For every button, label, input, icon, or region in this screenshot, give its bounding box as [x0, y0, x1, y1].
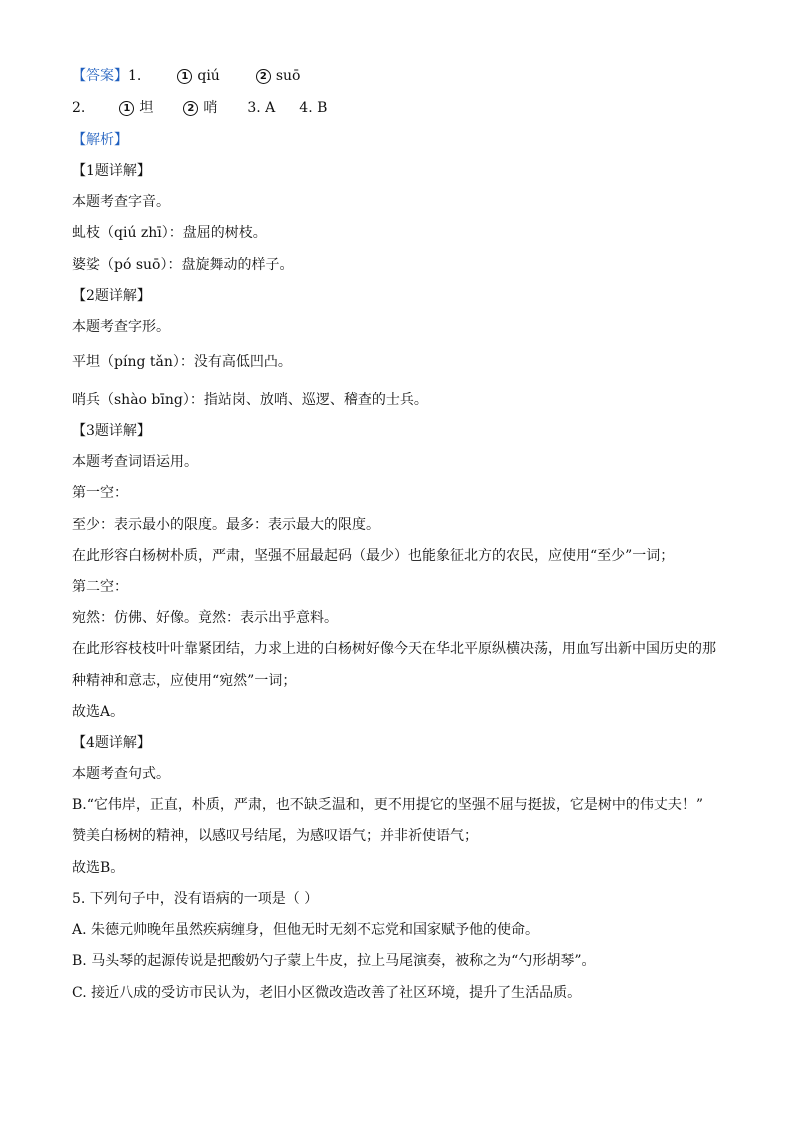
q3-blank-1-definition: 至少：表示最小的限度。最多：表示最大的限度。	[72, 517, 380, 533]
q3-blank-1: 第一空：	[72, 485, 128, 501]
q4-heading: 【4题详解】	[72, 735, 151, 751]
q1-intro: 本题考查字音。	[72, 194, 170, 210]
answer-q2-b: 哨	[203, 100, 218, 116]
answer-q1-b: suō	[275, 68, 301, 84]
q3-blank-2-explanation-1: 在此形容枝枝叶叶靠紧团结，力求上进的白杨树好像今天在华北平原纵横决荡，用血写出新中国历史的那	[72, 641, 716, 657]
circled-number-2-icon: 2	[256, 69, 271, 84]
circled-number-1-icon: 1	[177, 69, 192, 84]
q2-line-1: 平坦（píng tǎn）：没有高低凹凸。	[72, 354, 292, 370]
q2-intro: 本题考查字形。	[72, 319, 170, 335]
q1-line-2: 婆娑（pó suō）：盘旋舞动的样子。	[72, 257, 294, 273]
answer-line-1	[72, 66, 300, 86]
q3-blank-2: 第二空：	[72, 579, 128, 595]
circled-number-2-icon: 2	[183, 101, 198, 116]
q2-line-2: 哨兵（shào bīng）：指站岗、放哨、巡逻、稽查的士兵。	[72, 392, 428, 408]
q3-heading: 【3题详解】	[72, 423, 151, 439]
q5-option-c: C. 接近八成的受访市民认为，老旧小区微改造改善了社区环境，提升了生活品质。	[72, 985, 582, 1001]
answer-q2-number: 2.	[72, 100, 86, 116]
answer-label: 【答案】	[72, 68, 128, 84]
answer-q1-a: qiú	[197, 68, 220, 84]
q3-blank-2-explanation-2: 种精神和意志，应使用“宛然”一词；	[72, 673, 297, 689]
q5-stem: 5. 下列句子中，没有语病的一项是（ ）	[72, 891, 319, 907]
q5-option-b: B. 马头琴的起源传说是把酸奶勺子蒙上牛皮，拉上马尾演奏，被称之为“勺形胡琴”。	[72, 953, 596, 969]
answer-q3: 3. A	[247, 100, 276, 116]
q4-line-2: 赞美白杨树的精神，以感叹号结尾，为感叹语气；并非祈使语气；	[72, 828, 478, 844]
q4-line-1: B.“它伟岸，正直，朴质，严肃，也不缺乏温和，更不用提它的坚强不屈与挺拔，它是树中的伟丈夫！”	[72, 797, 704, 813]
q2-heading: 【2题详解】	[72, 288, 151, 304]
q3-conclusion: 故选A。	[72, 704, 125, 720]
q4-intro: 本题考查句式。	[72, 766, 170, 782]
q3-intro: 本题考查词语运用。	[72, 454, 198, 470]
answer-q1-number: 1.	[128, 68, 142, 84]
answer-q4: 4. B	[299, 100, 328, 116]
analysis-label: 【解析】	[72, 132, 128, 148]
circled-number-1-icon: 1	[119, 101, 134, 116]
q1-heading: 【1题详解】	[72, 163, 151, 179]
q1-line-1: 虬枝（qiú zhī）：盘屈的树枝。	[72, 225, 267, 241]
q5-option-a: A. 朱德元帅晚年虽然疾病缠身，但他无时无刻不忘党和国家赋予他的使命。	[72, 922, 540, 938]
q3-blank-1-explanation: 在此形容白杨树朴质，严肃，坚强不屈最起码（最少）也能象征北方的农民，应使用“至少”一词；	[72, 548, 675, 564]
answer-line-2	[72, 98, 327, 118]
q3-blank-2-definition: 宛然：仿佛、好像。竟然：表示出乎意料。	[72, 610, 338, 626]
q4-conclusion: 故选B。	[72, 860, 125, 876]
answer-q2-a: 坦	[139, 100, 154, 116]
